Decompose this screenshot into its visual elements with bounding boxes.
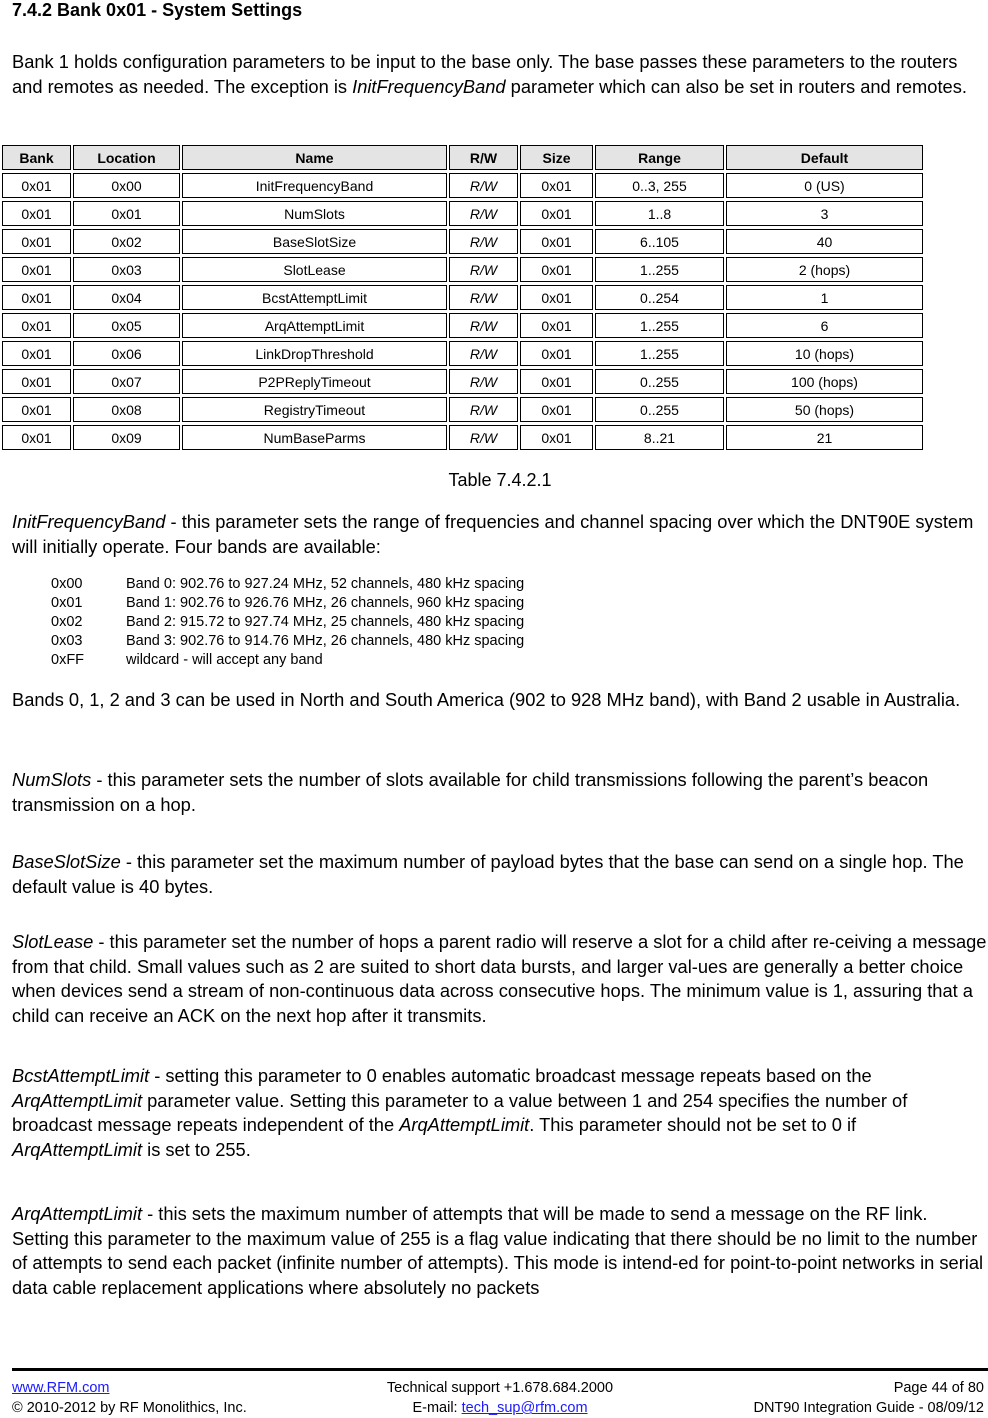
cell: 0x01 [520,425,593,450]
cell: InitFrequencyBand [182,173,447,198]
cell: 0x03 [73,257,180,282]
cell: RegistryTimeout [182,397,447,422]
header-range: Range [595,145,724,170]
cell: 8..21 [595,425,724,450]
bcst-ref-3: ArqAttemptLimit [12,1138,143,1160]
table-row [2,173,923,198]
bcst-text-1: - setting this parameter to 0 enables automatic broadcast message repeats based on the [149,1065,872,1086]
num-slots-text: - this parameter sets the number of slots available for child transmissions following the parent’s beacon transmission on a hop. [12,769,929,815]
term-base-slot-size: BaseSlotSize [12,851,121,872]
cell: 21 [726,425,923,450]
cell: BaseSlotSize [182,229,447,254]
table-header-row [2,145,923,170]
intro-text-1: Bank 1 holds configuration parameters to be input to the base only. The base passes these parameters to the routers and remotes as needed. The exception is [12,51,958,97]
table-row [2,341,923,366]
cell: 0x01 [2,425,71,450]
footer-right [753,1378,984,1418]
cell: 0x01 [520,313,593,338]
header-default: Default [726,145,923,170]
term-num-slots: NumSlots [12,769,92,790]
cell: 0x01 [520,397,593,422]
bcst-text-2: parameter value. Setting this parameter to a value between 1 and 254 specifies the number of broadcast message repeats independent of the [12,1089,908,1135]
cell: 0..255 [595,369,724,394]
cell: 1..255 [595,313,724,338]
cell: 1 [726,285,923,310]
cell: R/W [449,201,518,226]
cell: NumSlots [182,201,447,226]
cell: P2PReplyTimeout [182,369,447,394]
term-init-freq: InitFrequencyBand [12,511,166,532]
table-row [2,313,923,338]
cell: 0x01 [2,173,71,198]
bcst-ref-2: ArqAttemptLimit [399,1114,530,1135]
term-arq: ArqAttemptLimit [12,1203,143,1224]
header-location: Location [73,145,180,170]
cell: BcstAttemptLimit [182,285,447,310]
cell: 0x08 [73,397,180,422]
header-name: Name [182,145,447,170]
band-desc: Band 3: 902.76 to 914.76 MHz, 26 channels, 480 kHz spacing [126,633,525,649]
band-desc: Band 2: 915.72 to 927.74 MHz, 25 channels, 480 kHz spacing [126,614,525,630]
band-desc: Band 1: 902.76 to 926.76 MHz, 26 channels, 960 kHz spacing [126,595,525,611]
bcst-paragraph [12,1064,988,1162]
cell: 0x01 [520,201,593,226]
cell: 0x01 [2,229,71,254]
cell: 0x09 [73,425,180,450]
settings-table [0,142,925,453]
cell: 0x06 [73,341,180,366]
intro-text-2: parameter which can also be set in routers and remotes. [505,75,967,97]
init-freq-paragraph [12,510,988,559]
list-item [51,651,524,670]
band-code: 0x01 [51,595,83,611]
list-item [51,594,524,613]
cell: ArqAttemptLimit [182,313,447,338]
cell: 0x07 [73,369,180,394]
table-row [2,425,923,450]
cell: 0x01 [2,285,71,310]
slot-lease-text: - this parameter set the number of hops a parent radio will reserve a slot for a child after re-ceiving a message from that child. Small values such as 2 are suited to short data bursts, and larger val-ues are generally a better choice when devices send a stream of non-continuous data across consecutive hops. The minimum value is 1, assuring that a child can receive an ACK on the next hop after it transmits. [12,931,987,1026]
email-link[interactable]: tech_sup@rfm.com [461,1400,588,1416]
base-slot-size-text: - this parameter set the maximum number of payload bytes that the base can send on a single hop. The default value is 40 bytes. [12,851,964,897]
cell: 0x05 [73,313,180,338]
band-code: 0x00 [51,576,83,592]
cell: NumBaseParms [182,425,447,450]
cell: R/W [449,313,518,338]
cell: 2 (hops) [726,257,923,282]
num-slots-paragraph [12,768,988,817]
header-bank: Bank [2,145,71,170]
arq-text: - this sets the maximum number of attempts that will be made to send a message on the RF link. Setting this parameter to the maximum value of 255 is a flag value indicating that there should be no limit to the number of attempts to send each packet (infinite number of attempts). This mode is intend-ed for point-to-point networks in serial data cable replacement applications where absolutely no packets [12,1203,984,1298]
cell: 0..254 [595,285,724,310]
cell: 0x01 [2,369,71,394]
bands-note: Bands 0, 1, 2 and 3 can be used in North and South America (902 to 928 MHz band), with Band 2 usable in Australia. [12,689,961,710]
footer-divider [12,1368,988,1371]
cell: R/W [449,425,518,450]
cell: 0x01 [520,341,593,366]
doc-title: DNT90 Integration Guide - 08/09/12 [753,1400,984,1416]
cell: 0x01 [2,313,71,338]
email-label: E-mail: [412,1400,462,1416]
table-row [2,201,923,226]
section-heading: 7.4.2 Bank 0x01 - System Settings [12,0,303,20]
base-slot-size-paragraph [12,850,988,899]
cell: 0x01 [2,397,71,422]
cell: LinkDropThreshold [182,341,447,366]
table-caption: Table 7.4.2.1 [448,470,552,490]
cell: 0x01 [2,341,71,366]
band-code: 0x03 [51,633,83,649]
band-desc: wildcard - will accept any band [126,652,323,668]
cell: 0x00 [73,173,180,198]
copyright: © 2010-2012 by RF Monolithics, Inc. [12,1400,247,1416]
cell: 0x01 [520,257,593,282]
cell: 0x02 [73,229,180,254]
table-row [2,257,923,282]
table-row [2,397,923,422]
cell: R/W [449,173,518,198]
bcst-text-4: is set to 255. [142,1138,251,1160]
list-item [51,632,524,651]
arq-paragraph [12,1202,988,1300]
website-link[interactable]: www.RFM.com [12,1380,110,1396]
support-phone: Technical support +1.678.684.2000 [386,1380,614,1396]
intro-paragraph [12,50,988,99]
cell: 1..255 [595,341,724,366]
cell: 3 [726,201,923,226]
header-rw: R/W [449,145,518,170]
list-item [51,613,524,632]
bcst-text-3: . This parameter should not be set to 0 if [529,1114,857,1135]
cell: 0x01 [2,201,71,226]
cell: 6..105 [595,229,724,254]
list-item [51,575,524,594]
term-slot-lease: SlotLease [12,931,94,952]
cell: 0x01 [2,257,71,282]
bcst-ref-1: ArqAttemptLimit [12,1089,143,1111]
cell: 0..3, 255 [595,173,724,198]
term-bcst: BcstAttemptLimit [12,1065,150,1086]
cell: 0x01 [520,285,593,310]
init-freq-text: - this parameter sets the range of frequencies and channel spacing over which the DNT90E system will initially operate. Four bands are available: [12,511,974,557]
cell: R/W [449,369,518,394]
cell: R/W [449,397,518,422]
cell: R/W [449,341,518,366]
cell: 1..255 [595,257,724,282]
cell: 10 (hops) [726,341,923,366]
cell: 0..255 [595,397,724,422]
band-desc: Band 0: 902.76 to 927.24 MHz, 52 channels, 480 kHz spacing [126,576,525,592]
cell: 0x01 [73,201,180,226]
cell: 1..8 [595,201,724,226]
header-size: Size [520,145,593,170]
cell: 0x04 [73,285,180,310]
band-code: 0xFF [51,652,85,668]
cell: 0 (US) [726,173,923,198]
cell: R/W [449,229,518,254]
cell: 0x01 [520,173,593,198]
table-row [2,229,923,254]
cell: 50 (hops) [726,397,923,422]
cell: 100 (hops) [726,369,923,394]
intro-param: InitFrequencyBand [352,75,506,97]
cell: 40 [726,229,923,254]
cell: R/W [449,285,518,310]
table-row [2,369,923,394]
band-code: 0x02 [51,614,83,630]
band-list [51,575,524,670]
slot-lease-paragraph [12,930,988,1028]
cell: SlotLease [182,257,447,282]
cell: 0x01 [520,369,593,394]
cell: R/W [449,257,518,282]
table-row [2,285,923,310]
cell: 6 [726,313,923,338]
page-number: Page 44 of 80 [893,1380,984,1396]
cell: 0x01 [520,229,593,254]
